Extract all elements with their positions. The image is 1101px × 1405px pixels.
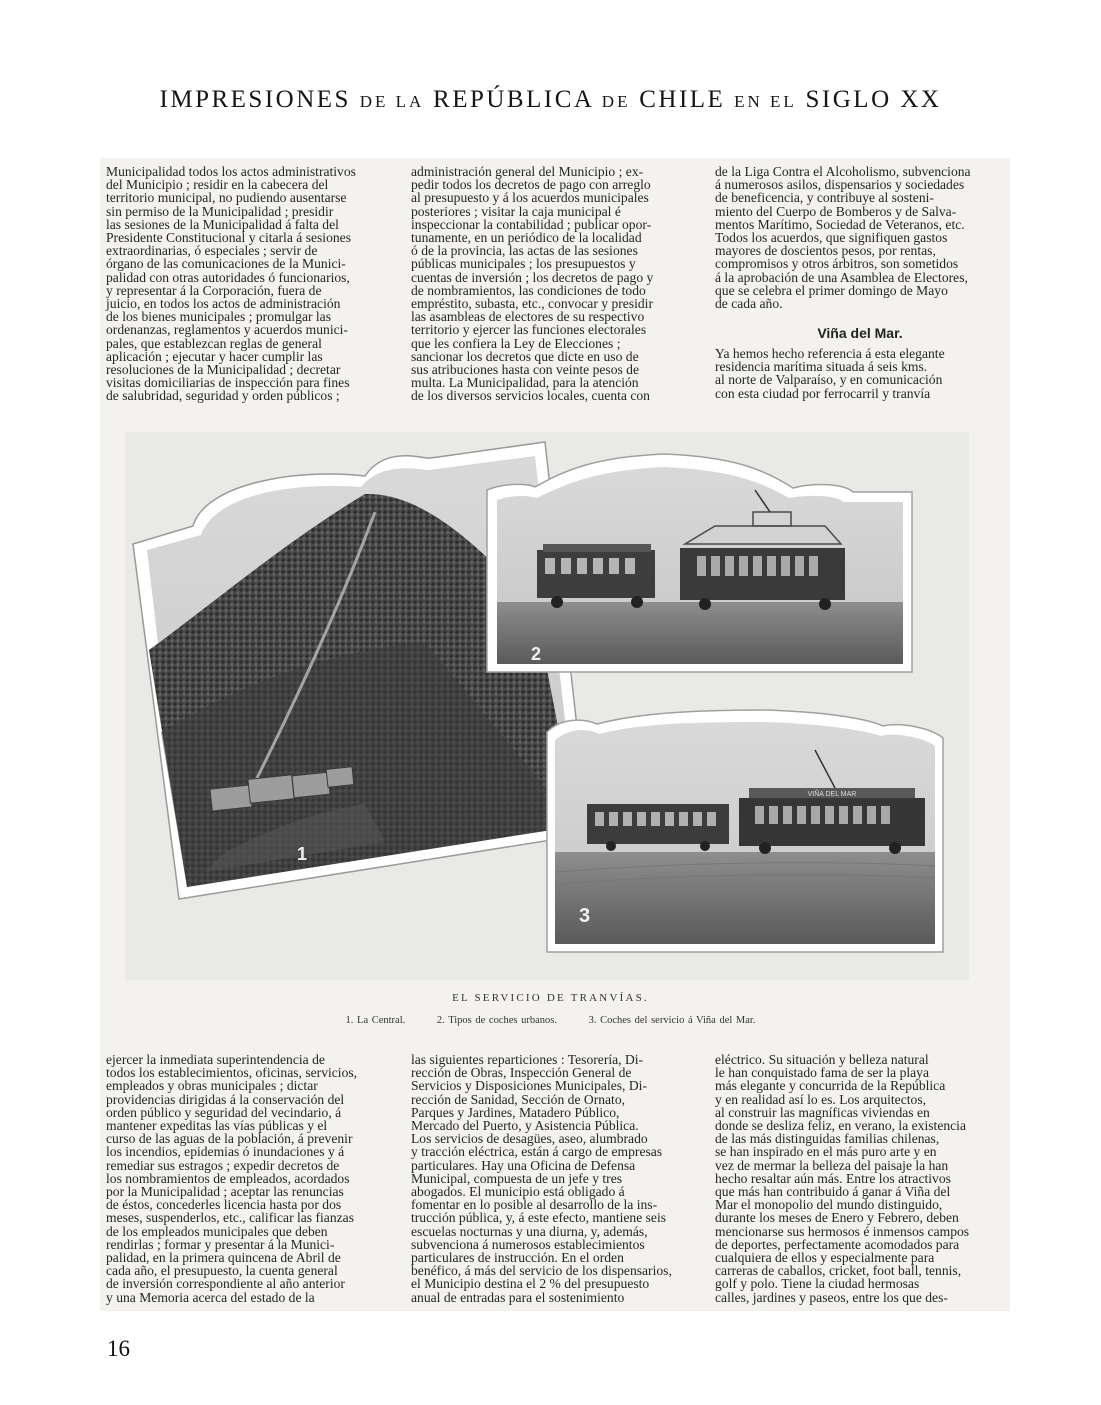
photo-3-vina-service [547,710,943,952]
photo-1-number: 1 [297,844,308,864]
running-head-impresiones: IMPRESIONES [159,86,351,113]
running-head-en-el: EN EL [734,92,797,111]
plate-caption-1: 1. La Central. [345,1015,406,1026]
photo-2-tram-types [487,454,912,672]
running-head [0,86,1101,114]
photo-2-number: 2 [531,644,542,664]
page-number: 16 [107,1336,130,1361]
photo-plate [125,432,969,980]
body-column-1-top: Municipalidad todos los actos administrativos del Municipio ; residir en la cabecera del territorio municipal, no pudiendo ausentarse sin permiso de la Municipalidad ; presidir las sesiones de la Municipalidad á falta del Presidente Constitucional y citarla á sesiones extraordinarias, ó especiales ; servir de órgano de las comunicaciones de la Munici- palidad con otras autoridades ó funcionarios, y representar á la Corporación, fuera de juicio, en todos los actos de administración de los bienes municipales ; promulgar las ordenanzas, reglamentos y acuerdos munici- pales, que establezcan reglas de general aplicación ; ejecutar y hacer cumplir las resoluciones de la Municipalidad ; decretar visitas domiciliarias de inspección para fines de salubridad, seguridad y orden públicos ; [106,164,356,404]
section-heading-vina-del-mar: Viña del Mar. [817,325,903,341]
body-column-1-bottom: ejercer la inmediata superintendencia de todos los establecimientos, oficinas, servicios, empleados y obras municipales ; dictar providencias dirigidas á la conservación del orden público y seguridad del vecindario, á mantener expeditas las vías públicas y el curso de las aguas de la población, á prevenir los incendios, epidemias ó inundaciones y á remediar sus estragos ; expedir decretos de los nombramientos de empleados, acordados por la Municipalidad ; aceptar las renuncias de éstos, concederles licencia hasta por dos meses, suspenderlos, etc., calificar las fianzas de los empleados municipales que deben rendirlas ; formar y presentar á la Munici- palidad, en la primera quincena de Abril de cada año, el presupuesto, la cuenta general de inversión correspondiente al año anterior y una Memoria acerca del estado de la [106,1052,358,1305]
photo-plate-illustration [125,432,969,980]
body-column-2-top: administración general del Municipio ; ex- pedir todos los decretos de pago con arreglo al presupuesto y á los acuerdos municipales posteriores ; visitar la caja municipal é inspeccionar la contabilidad ; publicar opor- tunamente, en un periódico de la localidad ó de la provincia, las actas de las sesiones públicas municipales ; los presupuestos y cuentas de inversión ; los decretos de pago y de nombramientos, las condiciones de todo empréstito, subasta, etc., convocar y presidir las asambleas de electores de su respectivo territorio y ejercer las funciones electorales que les confiera la Ley de Elecciones ; sancionar los decretos que dicte en uso de sus atribuciones hasta con veinte pesos de multa. La Municipalidad, para la atención de los diversos servicios locales, cuenta con [411,164,654,404]
plate-caption-items [0,1015,1101,1026]
plate-caption-title: EL SERVICIO DE TRANVÍAS. [452,992,649,1004]
running-head-republica: REPÚBLICA [433,86,594,113]
tram-destination-sign: VIÑA DEL MAR [807,791,857,798]
running-head-chile: CHILE [639,86,726,113]
running-head-de-la: DE LA [359,92,425,111]
body-column-2-bottom: las siguientes reparticiones : Tesorería, Di- rección de Obras, Inspección General de Servicios y Disposiciones Municipales, Di- rección de Sanidad, Sección de Ornato, Parques y Jardines, Matadero Público, Mercado del Puerto, y Asistencia Pública. Los servicios de desagües, aseo, alumbrado y tracción eléctrica, están á cargo de empresas particulares. Hay una Oficina de Defensa Municipal, compuesta de un jefe y tres abogados. El municipio está obligado á fomentar en lo posible al desarrollo de la ins- trucción pública, y, á este efecto, mantiene seis escuelas nocturnas y una diurna, y, además, subvenciona á numerosos establecimientos particulares de instrucción. En el orden benéfico, á más del servicio de los dispensarios, el Municipio destina el 2 % del presupuesto anual de entradas para el sostenimiento [411,1052,672,1305]
plate-caption-2: 2. Tipos de coches urbanos. [436,1015,557,1026]
plate-caption-3: 3. Coches del servicio á Viña del Mar. [588,1015,756,1026]
photo-3-number: 3 [579,905,591,927]
running-head-de: DE [601,92,631,111]
running-head-siglo: SIGLO XX [805,86,942,113]
body-column-3-top-continued: Ya hemos hecho referencia á esta elegante residencia marítima situada á seis kms. al norte de Valparaíso, y en comunicación con esta ciudad por ferrocarril y tranvía [715,346,945,401]
body-column-3-bottom: eléctrico. Su situación y belleza natural le han conquistado fama de ser la playa más elegante y concurrida de la República y en realidad así lo es. Los arquitectos, al construir las magníficas viviendas en donde se desliza feliz, en verano, la existencia de las más distinguidas familias chilenas, se han inspirado en el más puro arte y en vez de mermar la belleza del paisaje la han hecho resaltar aún más. Entre los atractivos que más han contribuido á ganar á Viña del Mar el monopolio del mundo distinguido, durante los meses de Enero y Febrero, deben mencionarse sus hermosos é inmensos campos de deportes, perfectamente acomodados para cualquiera de ellos y especialmente para carreras de caballos, cricket, foot ball, tennis, golf y polo. Tiene la ciudad hermosas calles, jardines y paseos, entre los que des- [715,1052,970,1305]
body-column-3-top: de la Liga Contra el Alcoholismo, subvenciona á numerosos asilos, dispensarios y sociedades de beneficencia, y contribuye al sosteni- miento del Cuerpo de Bomberos y de Salva- mentos Marítimo, Sociedad de Veteranos, etc. Todos los acuerdos, que signifiquen gastos mayores de doscientos pesos, por rentas, compromisos y otros árbitros, son sometidos á la aprobación de una Asamblea de Electores, que se celebra el primer domingo de Mayo de cada año. [715,164,971,312]
